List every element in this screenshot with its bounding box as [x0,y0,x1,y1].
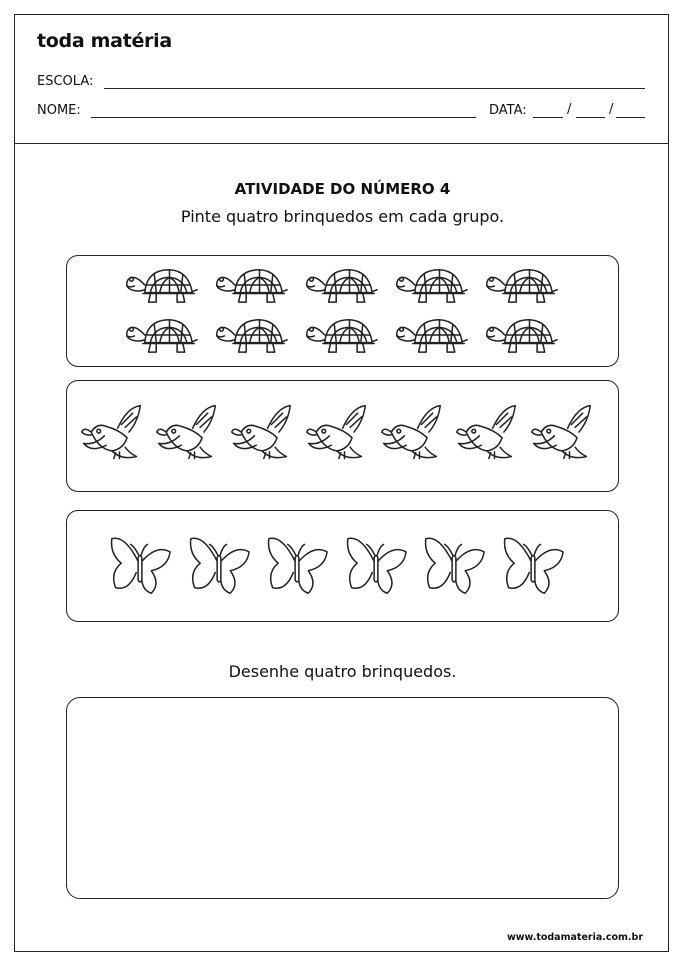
date-label: DATA: [489,103,527,118]
turtle-icon[interactable] [302,314,378,360]
instruction-draw: Desenhe quatro brinquedos. [228,662,457,681]
butterfly-icon[interactable] [263,535,331,601]
date-separator: / [567,102,572,117]
date-month-field[interactable] [576,117,605,118]
bird-icon[interactable] [153,403,219,467]
butterfly-icon[interactable] [499,535,567,601]
turtle-icon[interactable] [482,264,558,310]
butterfly-icon[interactable] [420,535,488,601]
bird-icon[interactable] [78,403,144,467]
bird-icon[interactable] [228,403,294,467]
butterfly-icon[interactable] [185,535,253,601]
turtle-icon[interactable] [212,314,288,360]
turtle-icon[interactable] [212,264,288,310]
turtle-icon[interactable] [302,264,378,310]
header-divider [14,143,669,144]
turtle-icon[interactable] [392,314,468,360]
butterfly-icon[interactable] [342,535,410,601]
bird-icon[interactable] [378,403,444,467]
activity-title: ATIVIDADE DO NÚMERO 4 [234,180,451,198]
instruction-color: Pinte quatro brinquedos em cada grupo. [180,207,505,226]
butterfly-icon[interactable] [106,535,174,601]
bird-icon[interactable] [528,403,594,467]
school-field[interactable] [104,88,645,89]
bird-icon[interactable] [453,403,519,467]
brand-logo: toda matéria [37,30,172,52]
school-label: ESCOLA: [37,74,94,89]
date-day-field[interactable] [533,117,563,118]
turtle-icon[interactable] [392,264,468,310]
turtle-icon[interactable] [482,314,558,360]
footer-website: www.todamateria.com.br [506,932,643,943]
name-label: NOME: [37,103,81,118]
name-field[interactable] [91,117,476,118]
date-year-field[interactable] [616,117,645,118]
drawing-area[interactable] [66,697,619,899]
bird-icon[interactable] [303,403,369,467]
turtle-icon[interactable] [122,264,198,310]
date-separator: / [609,102,614,117]
turtle-icon[interactable] [122,314,198,360]
